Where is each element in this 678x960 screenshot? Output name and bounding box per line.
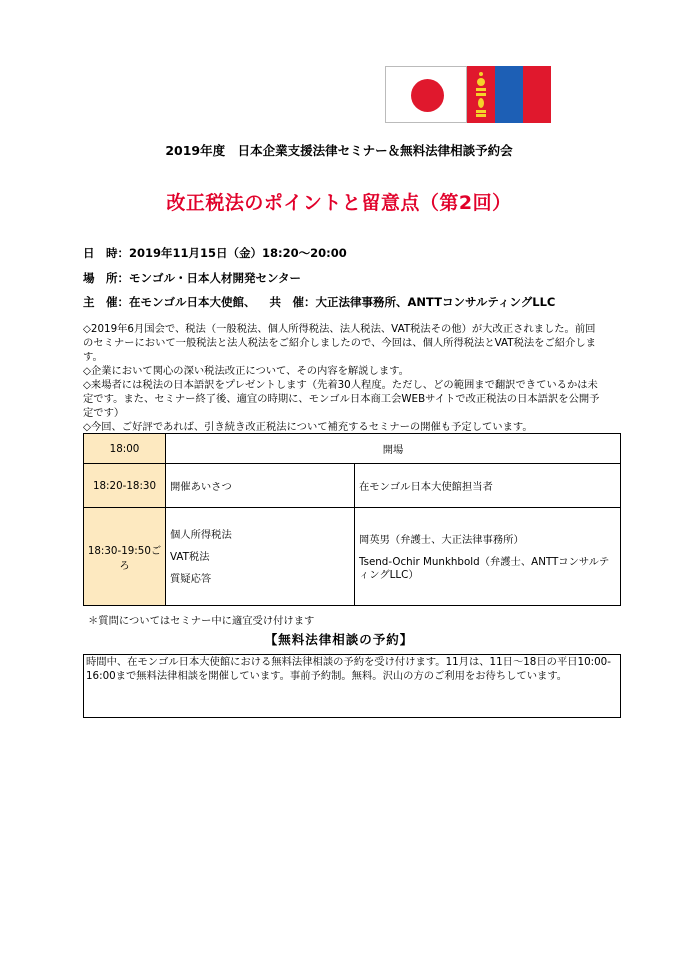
info-date	[83, 245, 347, 261]
schedule-speaker: Tsend-Ochir Munkhbold（弁護士、ANTTコンサルティングLLC）	[359, 556, 610, 581]
consultation-box	[83, 654, 621, 718]
place-value: モンゴル・日本人材開発センター	[129, 271, 302, 285]
schedule-speaker: 在モンゴル日本大使館担当者	[355, 464, 621, 508]
consultation-heading: 【無料法律相談の予約】	[264, 632, 414, 647]
host-label: 主 催：	[83, 295, 129, 309]
date-label: 日 時：	[83, 246, 129, 260]
description	[83, 322, 603, 434]
description-paragraph: ◇企業において関心の深い税法改正について、その内容を解説します。	[83, 365, 409, 377]
schedule-row	[84, 434, 621, 464]
schedule-time: 18:20-18:30	[84, 464, 166, 508]
japan-flag	[385, 66, 467, 123]
schedule-speakers	[355, 508, 621, 606]
schedule-table	[83, 433, 621, 606]
info-host	[83, 294, 555, 310]
place-label: 場 所：	[83, 271, 129, 285]
mongolia-flag-middle-band	[495, 66, 523, 123]
mongolia-flag-left-band	[467, 66, 495, 123]
japan-flag-sun	[411, 79, 444, 112]
schedule-row	[84, 464, 621, 508]
schedule-row	[84, 508, 621, 606]
cohost-value: 大正法律事務所、ANTTコンサルティングLLC	[315, 295, 556, 309]
seminar-title: 改正税法のポイントと留意点（第2回）	[166, 192, 512, 214]
schedule-topic: 個人所得税法	[170, 528, 232, 541]
consultation-body: 時間中、在モンゴル日本大使館における無料法律相談の予約を受け付けます。11月は、11日～18日の平日10:00-16:00まで無料法律相談を開催しています。事前予約制。無料。沢山の方のご利用をお待ちしています。	[86, 656, 611, 682]
mongolia-flag-right-band	[523, 66, 551, 123]
date-value: 2019年11月15日（金）18:20～20:00	[129, 246, 347, 260]
schedule-topic: 開催あいさつ	[166, 464, 355, 508]
schedule-topic: VAT税法	[170, 550, 210, 563]
info-place	[83, 270, 301, 286]
seminar-subtitle: 2019年度 日本企業支援法律セミナー＆無料法律相談予約会	[165, 143, 513, 158]
schedule-time: 18:30-19:50ごろ	[84, 508, 166, 606]
description-paragraph: ◇今回、ご好評であれば、引き続き改正税法について補充するセミナーの開催も予定しています。	[83, 421, 533, 433]
mongolia-flag	[467, 66, 551, 123]
schedule-speaker: 岡英男（弁護士、大正法律事務所）	[359, 534, 524, 546]
question-note: ＊質問についてはセミナー中に適宜受け付けます	[88, 615, 315, 627]
description-paragraph: ◇来場者には税法の日本語訳をプレゼントします（先着30人程度。ただし、どの範囲まで翻訳できているかは未定です。また、セミナー終了後、適宜の時期に、モンゴル日本商工会WEBサイトで改正税法の日本語訳を公開予定です）	[83, 379, 600, 419]
cohost-label: 共 催：	[269, 295, 316, 309]
soyombo-icon	[476, 72, 486, 117]
schedule-time: 18:00	[84, 434, 166, 464]
host-value: 在モンゴル日本大使館、	[129, 295, 256, 309]
schedule-topic: 質疑応答	[170, 572, 212, 585]
schedule-content: 開場	[166, 434, 621, 464]
description-paragraph: ◇2019年6月国会で、税法（一般税法、個人所得税法、法人税法、VAT税法その他）が大改正されました。前回のセミナーにおいて一般税法と法人税法をご紹介しましたので、今回は、個人所得税法とVAT税法をご紹介します。	[83, 323, 596, 363]
schedule-topics	[166, 508, 355, 606]
